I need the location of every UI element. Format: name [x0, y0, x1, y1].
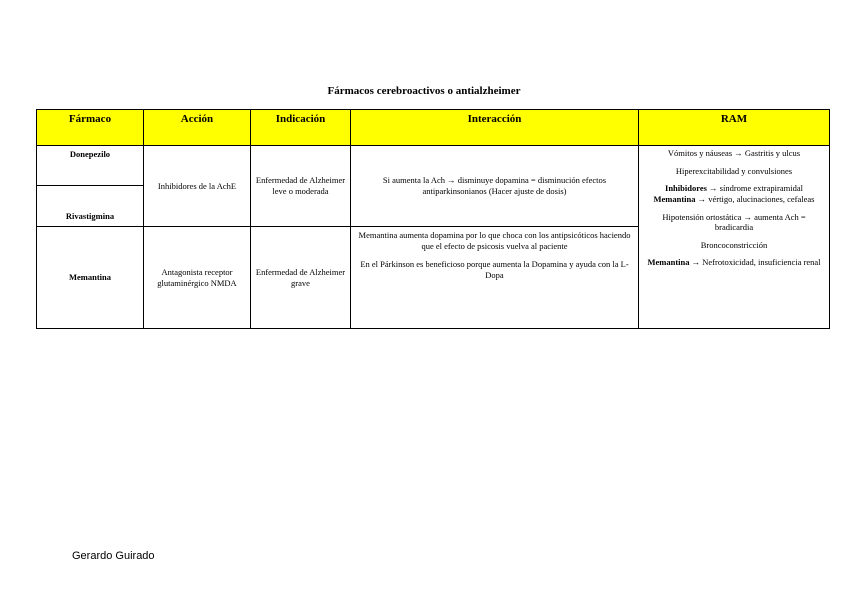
interaction-memantine: [351, 227, 639, 329]
header-ram: RAM: [639, 110, 830, 146]
ram-line-6: Broncoconstricción: [700, 239, 768, 250]
ram-cell: [639, 146, 830, 329]
ram-line-4: [643, 194, 825, 205]
header-interaction: Interacción: [351, 110, 639, 146]
action-inhibitors: Inhibidores de la AchE: [144, 146, 251, 227]
indication-memantine: Enfermedad de Alzheimer grave: [251, 227, 351, 329]
header-indication: Indicación: [251, 110, 351, 146]
interaction-memantine-2: En el Párkinson es beneficioso porque aumenta la Dopamina y ayuda con la L-Dopa: [360, 259, 629, 280]
ram-line-2: Hiperexcitabilidad y convulsiones: [675, 165, 793, 176]
author-footer: Gerardo Guirado: [72, 550, 155, 562]
interaction-memantine-1: Memantina aumenta dopamina por lo que choca con los antipsicóticos haciendo que el efecto de psicosis vuelva al paciente: [358, 230, 631, 251]
ram-line-5: Hipotensión ortostática → aumenta Ach = bradicardia: [662, 211, 806, 233]
drug-donepezil: Donepezilo: [37, 146, 144, 186]
table-row: [37, 146, 830, 186]
indication-inhibitors: Enfermedad de Alzheimer leve o moderada: [251, 146, 351, 227]
ram-line-4-bold: Memantina: [653, 193, 696, 204]
action-memantine: Antagonista receptor glutaminérgico NMDA: [144, 227, 251, 329]
drug-memantine: Memantina: [37, 227, 144, 329]
drug-rivastigmine: Rivastigmina: [37, 186, 144, 227]
interaction-inhibitors: Si aumenta la Ach → disminuye dopamina = disminución efectos antiparkinsonianos (Hacer ajuste de dosis): [351, 146, 639, 227]
ram-line-7: [643, 257, 825, 268]
header-row: [37, 110, 830, 146]
ram-line-3: [643, 183, 825, 194]
ram-line-7-bold: Memantina: [647, 257, 690, 268]
document-title: Fármacos cerebroactivos o antialzheimer: [327, 85, 521, 97]
ram-line-4-rest: → vértigo, alucinaciones, cefaleas: [695, 193, 815, 204]
ram-line-1: Vómitos y náuseas → Gastritis y ulcus: [667, 148, 801, 158]
ram-line-3-bold: Inhibidores: [665, 183, 707, 194]
header-action: Acción: [144, 110, 251, 146]
header-drug: Fármaco: [37, 110, 144, 146]
ram-line-7-rest: → Nefrotoxicidad, insuficiencia renal: [689, 257, 821, 268]
drug-table: [36, 109, 830, 329]
ram-line-3-rest: → síndrome extrapiramidal: [706, 183, 803, 194]
